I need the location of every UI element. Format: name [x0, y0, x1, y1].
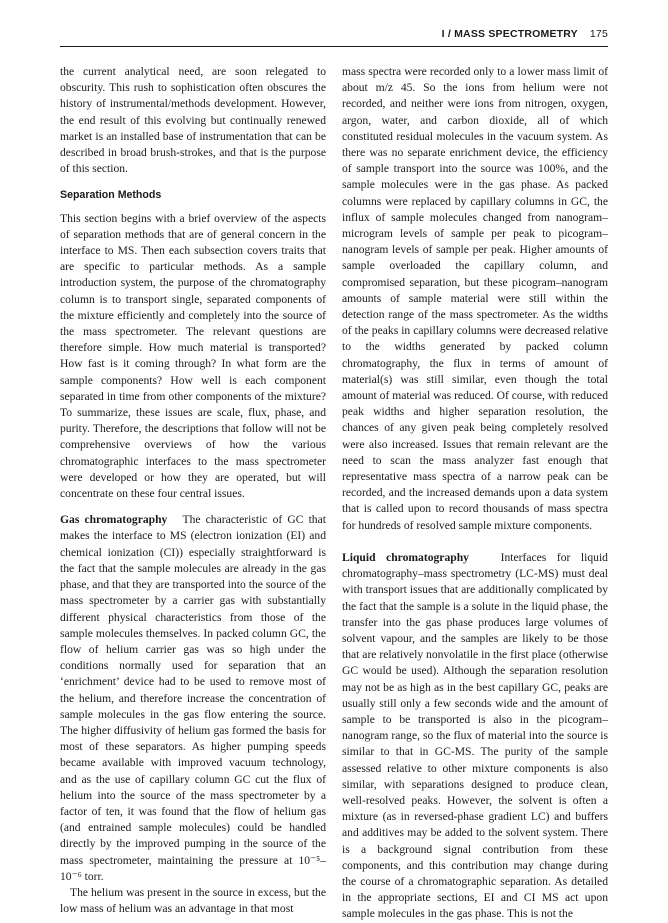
- left-column: [60, 64, 326, 917]
- header-rule: [60, 46, 608, 47]
- gas-chromatography-text: The characteristic of GC that makes the interface to MS (electron ionization (EI) and chemical ionization (CI)) especially straightforward is the fact that the sample molecules are already in the gas phase, and that they are transported into the source of the mass spectrometer by a carrier gas with substantially different physical characteristics from those of the sample molecules themselves. In packed column GC, the flow of helium carrier gas was so high under the conditions normally used for separation that an ‘enrichment’ device had to be used to remove most of the helium, and therefore increase the concentration of sample molecules in the gas flow entering the source. The higher diffusivity of helium gas formed the basis for most of these separators. As higher pumping speeds became available with improved vacuum technology, and as the use of capillary column GC cut the flux of helium into the source of the mass spectrometer by a factor of ten, it was found that the flow of helium gas (and entrained sample molecules) could be handled directly by the improved pumping in the source of the mass spectrometer, maintaining the pressure at 10⁻⁵–10⁻⁶ torr.: [60, 513, 326, 883]
- paragraph-gas-chromatography: [60, 512, 326, 885]
- paragraph-intro-continuation: the current analytical need, are soon relegated to obscurity. This rush to sophistication often obscures the history of instrumental/methods development. However, the end result of this evolving but continually renewed market is an installed base of instrumentation that can be described in broad brush-strokes, and that is the purpose of this section.: [60, 65, 326, 176]
- section-heading-separation-methods: Separation Methods: [60, 189, 162, 202]
- right-column: [342, 64, 608, 923]
- paragraph-separation-overview: This section begins with a brief overview of the aspects of separation methods that are of general concern in the interface to MS. Then each subsection covers traits that are specific to particular methods. As a sample introduction system, the purpose of the chromatography column is to transport single, separated components of the mixture efficiently and completely into the source of the mass spectrometer. The relevant questions are therefore simple. How much material is transported? How fast is it coming through? In what form are the sample components? How well is each component separated in time from other components of the mixture? To summarize, these issues are scale, flux, phase, and purity. Therefore, the descriptions that follow will not be comprehensive overviews of how the various chromatographic interfaces to the mass spectrometer were developed or how they are operated, but will concentrate on these four central issues.: [60, 211, 326, 501]
- paragraph-gc-continuation: mass spectra were recorded only to a lower mass limit of about m/z 45. So the ions from helium were not recorded, and neither were ions from nitrogen, oxygen, argon, water, and carbon dioxide, all of which constituted residual molecules in the vacuum system. As there was no separate enrichment device, the efficiency of sample transport into the source was 100%, and the sample molecules were in the gas phase. As packed columns were replaced by capillary columns in GC, the influx of sample molecules changed from nanogram–microgram levels of sample per peak to picogram–nanogram levels of sample per peak. Higher amounts of sample overloaded the capillary column, and compromised separation, but these picogram–nanogram amounts of sample material were still within the detection range of the mass spectrometer. As the widths of the peaks in capillary columns were decreased relative to the widths generated by packed column chromatography, the flux in terms of amount of material(s) was still similar, even though the total amount of material was reduced. Of course, with reduced peak widths and higher separation resolution, the chances of any given peak being completely resolved were also increased. Issues that remain relevant are the need to scan the mass analyzer fast enough that representative mass spectra of a narrow peak can be recorded, and the increased demands upon a data system that is called upon to record thousands of mass spectra for hundreds of resolved sample mixture components.: [342, 65, 608, 532]
- page-number: 175: [589, 28, 608, 40]
- liquid-chromatography-text: Interfaces for liquid chromatography–mass spectrometry (LC-MS) must deal with transport issues that are additionally complicated by the fact that the sample is a solute in the liquid phase, the transfer into the gas phase produces large volumes of solvent vapour, and the samples are likely to be those that are relatively nonvolatile in the first place (otherwise GC would be used). Although the separation resolution may not be as high as in the best capillary GC, peaks are usually still only a few seconds wide and the amount of sample to be transported is also in the picogram–nanogram range, so the flux of material into the source is similar to that in GC-MS. The purity of the sample assessed relative to other mixture components is also similar, with separations designed to produce clean, well-resolved peaks. However, the solvent is often a mixture (as in reversed-phase gradient LC) and buffers and additives may be added to the solvent system. There is a background signal contribution from these components, and this contribution may change during the course of a chromatographic separation. As detailed in the appropriate sections, EI and CI MS act upon sample molecules in the gas phase. This is not the: [342, 550, 608, 921]
- subheading-liquid-chromatography: Liquid chromatography: [342, 550, 469, 564]
- paragraph-helium: The helium was present in the source in excess, but the low mass of helium was an advantage in that most: [60, 885, 326, 916]
- running-head: [60, 28, 608, 42]
- subheading-gas-chromatography: Gas chromatography: [60, 513, 168, 527]
- paragraph-liquid-chromatography: [342, 550, 608, 923]
- running-title: I / MASS SPECTROMETRY: [441, 28, 578, 40]
